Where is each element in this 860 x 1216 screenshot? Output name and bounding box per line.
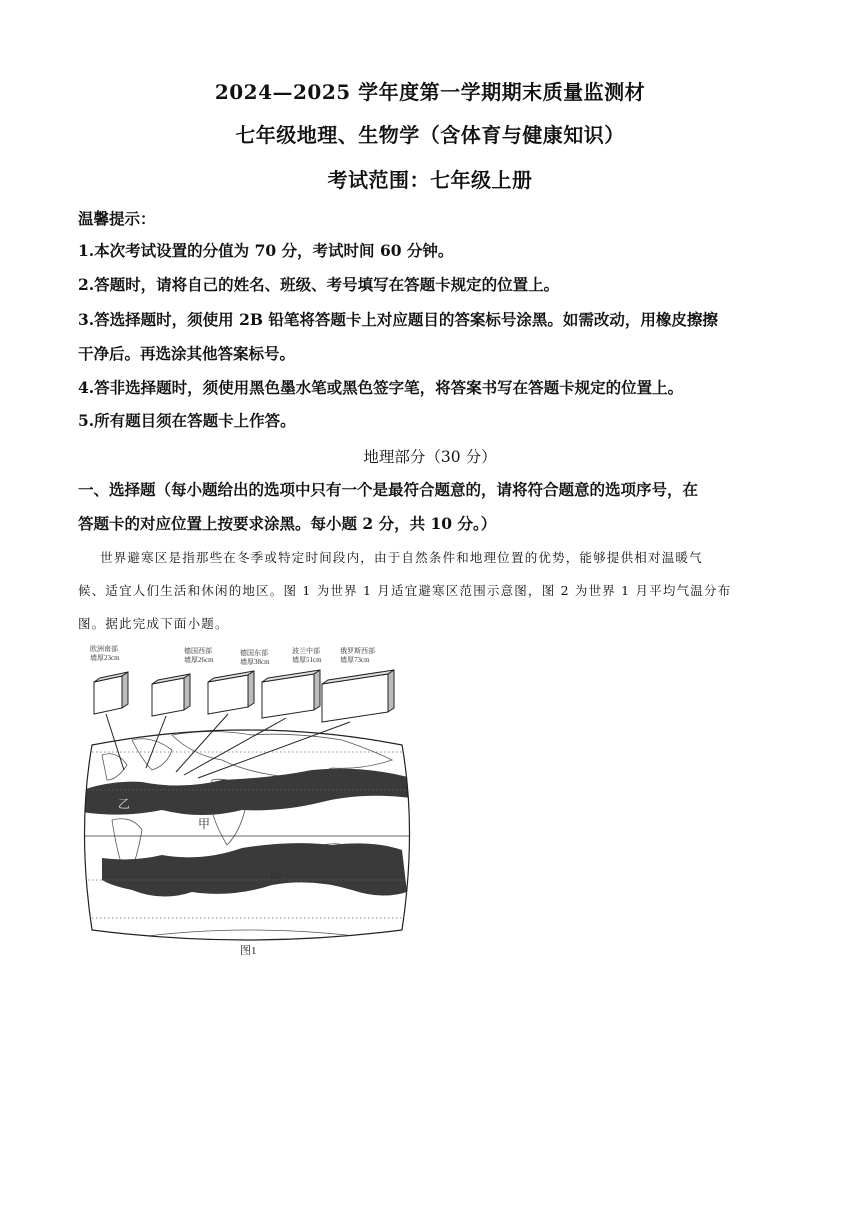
section-title: 地理部分（30 分） — [363, 448, 497, 466]
passage-line-1: 世界避寒区是指那些在冬季或特定时间段内，由于自然条件和地理位置的优势，能够提供相对温暖气 — [100, 550, 703, 565]
section-instruction-2: 答题卡的对应位置上按要求涂黑。每小题 2 分，共 10 分。） — [78, 514, 497, 533]
figure-caption: 图1 — [240, 945, 257, 957]
wall-label-region-1: 欧洲南部 — [90, 645, 118, 653]
passage-line-2: 候、适宜人们生活和休闲的地区。图 1 为世界 1 月适宜避寒区范围示意图，图 2 为世界 1 月平均气温分布 — [78, 583, 732, 598]
wall-block-2 — [152, 674, 190, 716]
wall-label-thickness-5: 墙厚73cm — [340, 656, 370, 664]
notice-line-3-cont: 干净后。再选涂其他答案标号。 — [78, 344, 296, 363]
wall-block-3 — [208, 671, 254, 714]
page-subtitle: 七年级地理、生物学（含体育与健康知识） — [235, 123, 625, 147]
region-label-bing: 丙 — [270, 869, 283, 883]
wall-label-thickness-3: 墙厚38cm — [240, 658, 270, 666]
notice-line-3: 3.答选择题时，须使用 2B 铅笔将答题卡上对应题目的答案标号涂黑。如需改动，用橡皮擦擦 — [78, 310, 718, 329]
world-map — [72, 710, 422, 960]
exam-scope: 考试范围：七年级上册 — [327, 168, 533, 192]
notice-line-5: 5.所有题目须在答题卡上作答。 — [78, 411, 296, 430]
wall-blocks — [94, 670, 394, 722]
wall-label-thickness-4: 墙厚51cm — [292, 656, 322, 664]
notice-line-1: 1.本次考试设置的分值为 70 分，考试时间 60 分钟。 — [78, 241, 454, 260]
wall-label-region-5: 俄罗斯西部 — [340, 647, 375, 655]
wall-label-region-4: 波兰中部 — [292, 647, 320, 655]
wall-label-region-3: 德国东部 — [240, 649, 268, 657]
wall-label-thickness-2: 墙厚26cm — [184, 656, 214, 664]
page-title: 2024—2025 学年度第一学期期末质量监测材 — [214, 80, 646, 104]
section-instruction-1: 一、选择题（每小题给出的选项中只有一个是最符合题意的，请将符合题意的选项序号，在 — [78, 480, 699, 499]
wall-label-region-2: 德国西部 — [184, 647, 212, 655]
region-label-jia: 甲 — [198, 817, 211, 831]
notice-heading: 温馨提示： — [78, 209, 156, 228]
region-label-yi: 乙 — [118, 797, 131, 811]
notice-line-2: 2.答题时，请将自己的姓名、班级、考号填写在答题卡规定的位置上。 — [78, 275, 560, 294]
wall-label-thickness-1: 墙厚23cm — [90, 654, 120, 662]
wall-block-4 — [262, 670, 320, 718]
notice-line-4: 4.答非选择题时，须使用黑色墨水笔或黑色签字笔，将答案书写在答题卡规定的位置上。 — [78, 378, 684, 397]
figure-1-map — [72, 640, 422, 960]
passage-line-3: 图。据此完成下面小题。 — [78, 616, 229, 631]
wall-block-5 — [322, 670, 394, 722]
wall-block-1 — [94, 672, 128, 714]
